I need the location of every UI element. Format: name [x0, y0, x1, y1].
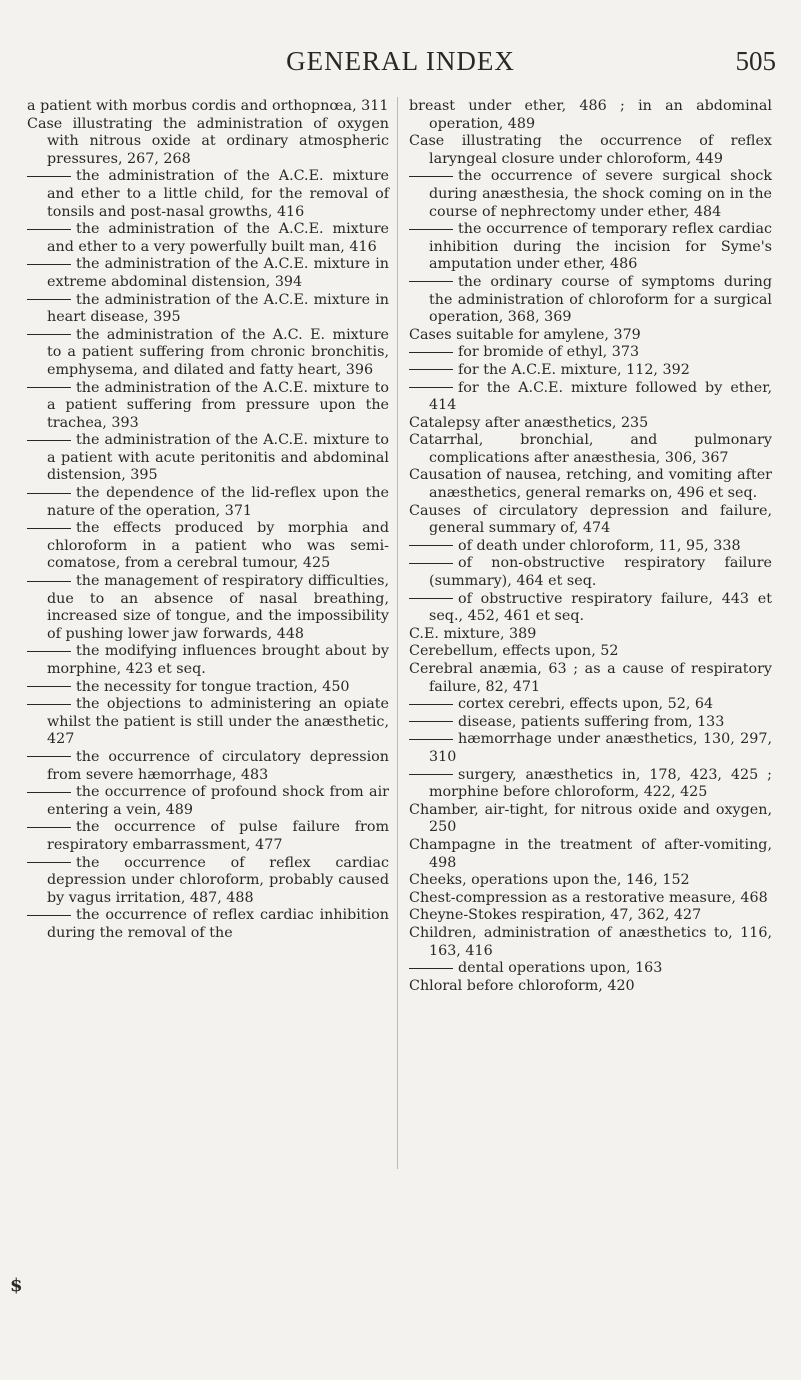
entry-text: the objections to administering an opiate whilst the patient is still under the anæsthetic, 427 [47, 696, 389, 748]
entry-text: the administration of the A.C.E. mixture in heart disease, 395 [47, 291, 389, 326]
index-entry [409, 98, 772, 133]
ditto-rule [27, 229, 71, 230]
ditto-rule [27, 792, 71, 793]
ditto-rule [409, 563, 453, 564]
index-subentry [27, 643, 389, 678]
entry-text: Case illustrating the administration of oxygen with nitrous oxide at ordinary atmospheric pressures, 267, 268 [27, 115, 389, 167]
entry-text: the necessity for tongue traction, 450 [76, 678, 350, 695]
index-entry [409, 626, 772, 644]
entry-text: cortex cerebri, effects upon, 52, 64 [458, 696, 714, 713]
entry-text: Causes of circulatory depression and failure, general summary of, 474 [409, 502, 772, 537]
ditto-rule [27, 704, 71, 705]
entry-text: the occurrence of reflex cardiac inhibition during the removal of the [47, 907, 389, 941]
entry-text: the administration of the A.C.E. mixture to a patient with acute peritonitis and abdominal distension, 395 [47, 432, 389, 484]
entry-text: breast under ether, 486 ; in an abdominal operation, 489 [409, 98, 772, 132]
entry-text: surgery, anæsthetics in, 178, 423, 425 ; morphine before chloroform, 422, 425 [429, 766, 772, 801]
entry-text: Chloral before chloroform, 420 [409, 977, 635, 994]
index-entry [409, 890, 772, 908]
ditto-rule [409, 352, 453, 353]
index-entry [409, 467, 772, 502]
entry-text: Chest-compression as a restorative measure, 468 [409, 889, 768, 906]
entry-text: the occurrence of profound shock from air entering a vein, 489 [47, 784, 389, 818]
index-entry [409, 133, 772, 168]
entry-text: C.E. mixture, 389 [409, 625, 537, 642]
entry-text: Cases suitable for amylene, 379 [409, 326, 641, 343]
index-subentry [409, 538, 772, 556]
index-column-left [27, 98, 389, 943]
entry-text: the administration of the A.C. E. mixture to a patient suffering from chronic bronchitis, emphysema, and dilated and fatty heart, 396 [47, 326, 389, 378]
entry-text: for the A.C.E. mixture followed by ether, 414 [429, 379, 772, 414]
ditto-rule [409, 387, 453, 388]
index-subentry [27, 907, 389, 942]
entry-text: Chamber, air-tight, for nitrous oxide and oxygen, 250 [409, 801, 772, 836]
entry-text: of death under chloroform, 11, 95, 338 [458, 537, 741, 554]
index-subentry [27, 819, 389, 854]
index-subentry [409, 362, 772, 380]
index-entry [409, 327, 772, 345]
index-subentry [27, 520, 389, 573]
ditto-rule [27, 862, 71, 863]
index-entry [27, 116, 389, 169]
index-entry [409, 643, 772, 661]
entry-text: the occurrence of reflex cardiac depression under chloroform, probably caused by vagus irritation, 487, 488 [47, 854, 389, 906]
ditto-rule [27, 264, 71, 265]
index-subentry [27, 573, 389, 643]
index-subentry [409, 168, 772, 221]
index-subentry [27, 168, 389, 221]
entry-text: Causation of nausea, retching, and vomiting after anæsthetics, general remarks on, 496 et seq. [409, 467, 772, 502]
index-subentry [27, 327, 389, 380]
entry-text: for the A.C.E. mixture, 112, 392 [458, 361, 690, 378]
index-subentry [409, 714, 772, 732]
index-entry [409, 802, 772, 837]
index-subentry [409, 696, 772, 714]
index-subentry [27, 292, 389, 327]
index-subentry [27, 256, 389, 291]
index-subentry [409, 767, 772, 802]
index-subentry [27, 221, 389, 256]
index-subentry [409, 591, 772, 626]
ditto-rule [27, 827, 71, 828]
entry-text: Cerebral anæmia, 63 ; as a cause of respiratory failure, 82, 471 [409, 661, 772, 695]
ditto-rule [27, 440, 71, 441]
index-entry [409, 661, 772, 696]
index-subentry [27, 696, 389, 749]
index-subentry [409, 274, 772, 327]
index-subentry [27, 855, 389, 908]
ditto-rule [27, 651, 71, 652]
index-entry [27, 98, 389, 116]
index-entry [409, 925, 772, 960]
index-subentry [409, 380, 772, 415]
index-entry [409, 872, 772, 890]
ditto-rule [409, 545, 453, 546]
ditto-rule [27, 686, 71, 687]
entry-text: Case illustrating the occurrence of reflex laryngeal closure under chloroform, 449 [409, 133, 772, 167]
entry-text: dental operations upon, 163 [458, 960, 663, 977]
ditto-rule [27, 581, 71, 582]
index-entry [409, 415, 772, 433]
index-entry [409, 503, 772, 538]
index-entry [409, 907, 772, 925]
ditto-rule [409, 369, 453, 370]
index-subentry [409, 555, 772, 590]
ditto-rule [409, 721, 453, 722]
column-divider [397, 97, 398, 1169]
ditto-rule [409, 739, 453, 740]
entry-text: Cheyne-Stokes respiration, 47, 362, 427 [409, 907, 702, 924]
ditto-rule [409, 704, 453, 705]
entry-text: the occurrence of pulse failure from respiratory embarrassment, 477 [47, 819, 389, 853]
page-header [0, 46, 801, 86]
ditto-rule [409, 229, 453, 230]
page-title: GENERAL INDEX [286, 46, 515, 76]
entry-text: Catalepsy after anæsthetics, 235 [409, 414, 649, 431]
ditto-rule [409, 774, 453, 775]
page-number: 505 [735, 46, 776, 76]
entry-text: Catarrhal, bronchial, and pulmonary complications after anæsthesia, 306, 367 [409, 432, 772, 466]
ditto-rule [27, 176, 71, 177]
entry-text: the administration of the A.C.E. mixture to a patient suffering from pressure upon the trachea, 393 [47, 379, 389, 431]
index-entry [409, 837, 772, 872]
ditto-rule [409, 968, 453, 969]
ditto-rule [27, 528, 71, 529]
index-subentry [27, 749, 389, 784]
index-entry [409, 432, 772, 467]
ditto-rule [409, 598, 453, 599]
margin-mark: $ [10, 1275, 23, 1296]
ditto-rule [409, 176, 453, 177]
entry-text: the occurrence of severe surgical shock during anæsthesia, the shock coming on in the course of nephrectomy under ether, 484 [429, 168, 772, 220]
ditto-rule [27, 493, 71, 494]
entry-text: of obstructive respiratory failure, 443 et seq., 452, 461 et seq. [429, 590, 772, 625]
index-subentry [27, 380, 389, 433]
entry-text: the ordinary course of symptoms during the administration of chloroform for a surgical operation, 368, 369 [429, 273, 772, 326]
ditto-rule [27, 756, 71, 757]
ditto-rule [27, 915, 71, 916]
index-subentry [409, 221, 772, 274]
entry-text: Cheeks, operations upon the, 146, 152 [409, 872, 690, 889]
ditto-rule [27, 299, 71, 300]
entry-text: the effects produced by morphia and chloroform in a patient who was semi-comatose, from a cerebral tumour, 425 [47, 520, 389, 572]
index-subentry [27, 485, 389, 520]
entry-text: the modifying influences brought about by morphine, 423 et seq. [47, 643, 389, 677]
entry-text: the dependence of the lid-reflex upon the nature of the operation, 371 [47, 485, 389, 519]
entry-text: of non-obstructive respiratory failure (summary), 464 et seq. [429, 555, 772, 590]
entry-text: for bromide of ethyl, 373 [458, 344, 640, 361]
index-subentry [409, 960, 772, 978]
index-subentry [27, 679, 389, 697]
ditto-rule [409, 281, 453, 282]
index-entry [409, 978, 772, 996]
entry-text: the occurrence of temporary reflex cardiac inhibition during the incision for Syme's amputation under ether, 486 [429, 221, 772, 273]
ditto-rule [27, 334, 71, 335]
index-subentry [409, 731, 772, 766]
entry-text: hæmorrhage under anæsthetics, 130, 297, 310 [429, 731, 772, 765]
entry-text: the administration of the A.C.E. mixture and ether to a very powerfully built man, 416 [47, 221, 389, 255]
entry-text: the occurrence of circulatory depression from severe hæmorrhage, 483 [47, 748, 389, 783]
entry-text: Cerebellum, effects upon, 52 [409, 643, 619, 660]
index-subentry [409, 344, 772, 362]
entry-text: the administration of the A.C.E. mixture in extreme abdominal distension, 394 [47, 256, 389, 290]
entry-text: disease, patients suffering from, 133 [458, 713, 725, 730]
entry-text: Children, administration of anæsthetics to, 116, 163, 416 [409, 924, 772, 959]
entry-text: a patient with morbus cordis and orthopnœa, 311 [27, 98, 389, 114]
index-column-right [409, 98, 772, 995]
ditto-rule [27, 387, 71, 388]
entry-text: the administration of the A.C.E. mixture and ether to a little child, for the removal of tonsils and post-nasal growths, 416 [47, 168, 389, 220]
entry-text: Champagne in the treatment of after-vomiting, 498 [409, 836, 772, 871]
index-subentry [27, 784, 389, 819]
entry-text: the management of respiratory difficulties, due to an absence of nasal breathing, increased size of tongue, and the impossibility of pushing lower jaw forwards, 448 [47, 573, 389, 642]
index-subentry [27, 432, 389, 485]
